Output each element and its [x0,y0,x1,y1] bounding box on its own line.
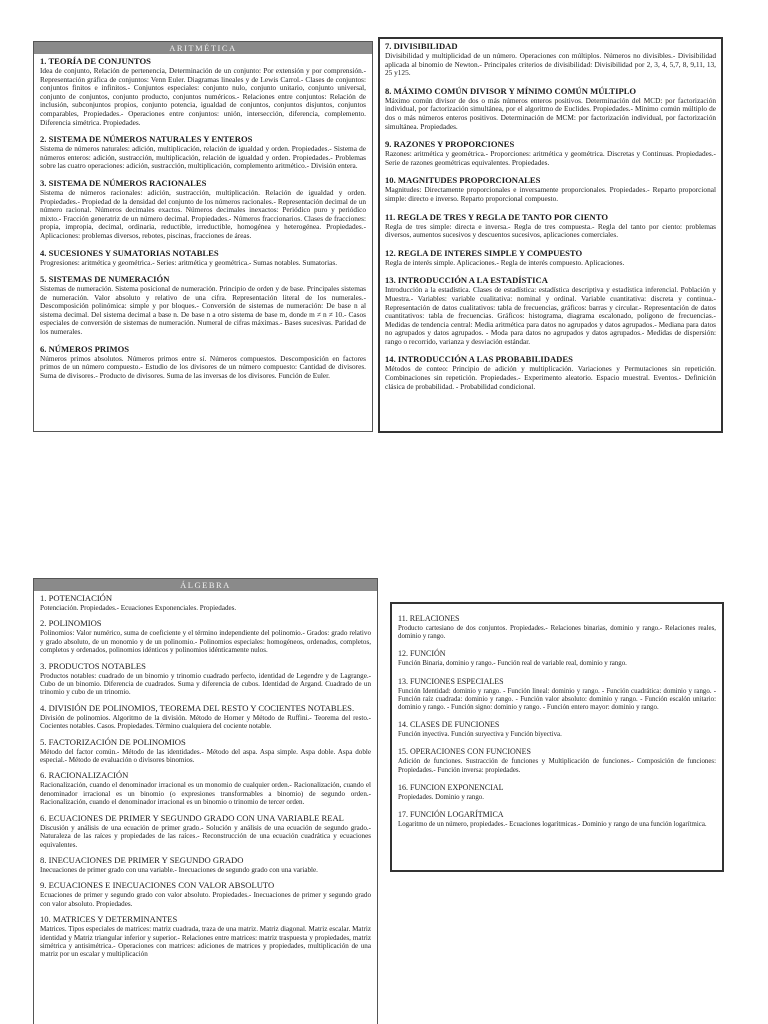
syllabus-section [40,56,366,127]
section-heading: 3. SISTEMA DE NÚMEROS RACIONALES [40,177,207,188]
section-text: Potenciación. Propiedades.- Ecuaciones Exponenciales. Propiedades. [40,604,237,612]
section-text: Métodos de conteo: Principio de adición y multiplicación. Variaciones y Permutaciones sin repetición. Combinaciones sin repetición. Propiedades.- Experimento aleatorio. Espacio muestral. Eventos.- Definición clásica de probabilidad. - Probabilidad condicional. [385,364,716,391]
section-heading: 10. MATRICES Y DETERMINANTES [40,914,178,925]
section-text: Divisibilidad y multiplicidad de un número. Operaciones con múltiplos. Números no divisibles.- Divisibilidad aplicada al binomio de Newton.- Principales criterios de divisibilidad: Divisibilidad por 2, 3, 4, 5,7, 8, 9,11, 13, 25 y125. [385,51,716,78]
section-heading: 6. RACIONALIZACIÓN [40,770,129,781]
syllabus-section [40,770,371,806]
section-heading: 17. FUNCIÓN LOGARÍTMICA [398,810,504,820]
section-heading: 11. REGLA DE TRES Y REGLA DE TANTO POR CIENTO [385,211,609,222]
syllabus-section [40,880,371,908]
section-heading: 3. PRODUCTOS NOTABLES [40,660,146,671]
section-heading: 7. DIVISIBILIDAD [385,41,458,51]
section-text: Sistema de números racionales: adición, sustracción, multiplicación. Relación de igualdad y orden. Propiedades.- Propiedad de la densidad del conjunto de los números racionales.- Representación decimal de un número racional. Números decimales exactos. Números decimales inexactos: Periódico puro y periódico mixto.- Fracción generatriz de un número decimal. Propiedades.- Números fraccionarios. Clases de fracciones: propia, impropia, decimal, ordinaria, reductible, irreductible, homogénea y heterogénea. Propiedades.- Aplicaciones: problemas diversos, rebotes, piscinas, fracciones de áreas. [40,187,366,240]
syllabus-section [40,703,371,731]
section-text: Ecuaciones de primer y segundo grado con valor absoluto. Propiedades.- Inecuaciones de primer y segundo grado con valor absoluto. Propiedades. [40,891,371,908]
syllabus-section [385,139,716,167]
section-heading: 13. INTRODUCCIÓN A LA ESTADÍSTICA [385,275,548,286]
section-heading: 12. FUNCIÓN [398,649,446,659]
section-text: Propiedades. Dominio y rango. [398,793,484,801]
algebra-left-panel [33,578,378,1024]
section-text: Progresiones: aritmética y geométrica.- Series: aritmética y geométrica.- Sumas notables. Sumatorias. [40,257,338,267]
syllabus-section [385,354,716,391]
algebra-right-list [392,604,722,829]
section-heading: 14. INTRODUCCIÓN A LAS PROBABILIDADES [385,354,573,365]
section-heading: 9. RAZONES Y PROPORCIONES [385,139,515,150]
section-heading: 5. SISTEMAS DE NUMERACIÓN [40,274,170,285]
section-heading: 10. MAGNITUDES PROPORCIONALES [385,175,541,186]
section-text: Sistemas de numeración. Sistema posicional de numeración. Principio de orden y de base. Principales sistemas de numeración. Valor absoluto y relativo de una cifra. Representación literal de los numerales.- Descomposición polinómica: simple y por bloques.- Conversión de sistemas de numeración: De base n al sistema decimal. Del sistema decimal a base n. De base n a otro sistema de base m, donde m ≠ n ≠ 10.- Casos especiales de conversión de sistemas de numeración. Numeral de cifras máximas.- Bases sucesivas. Paridad de los numerales. [40,284,366,337]
syllabus-section [40,737,371,765]
section-text: Regla de interés simple. Aplicaciones.- Regla de interés compuesto. Aplicaciones. [385,257,625,267]
syllabus-section [398,677,716,713]
section-text: Adición de funciones. Sustracción de funciones y Multiplicación de funciones.- Composición de funciones: Propiedades.- Función inversa: propiedades. [398,758,716,774]
section-heading: 6. ECUACIONES DE PRIMER Y SEGUNDO GRADO CON UNA VARIABLE REAL [40,812,344,823]
section-text: Magnitudes: Directamente proporcionales e inversamente proporcionales. Propiedades.- Reparto proporcional simple: directo e inverso. Reparto proporcional compuesto. [385,185,716,203]
section-text: Productos notables: cuadrado de un binomio y trinomio cuadrado perfecto, identidad de Legendre y de Lagrange.- Cubo de un binomio. Diferencia de cuadrados. Suma y diferencia de cubos. Identidad de Argand. Cuadrado de un trinomio y cubo de un trinomio. [40,671,371,697]
syllabus-section [40,178,366,241]
algebra-title-bar: ÁLGEBRA [34,579,377,591]
syllabus-section [398,720,716,739]
syllabus-section [40,134,366,171]
section-text: Función Binaria, dominio y rango.- Función real de variable real, dominio y rango. [398,660,627,668]
section-text: Polinomios: Valor numérico, suma de coeficiente y el término independiente del polinomio.- Grados: grado relativo y grado absoluto, de un monomio y de un polinomio.- Polinomios especiales: homogéneos, ordenados, completos, completos y ordenados, polinomios idénticos y polinomios idénticamente nulos. [40,629,371,655]
algebra-right-panel [390,602,724,872]
syllabus-section [385,248,716,268]
syllabus-section [40,855,371,874]
section-heading: 5. FACTORIZACIÓN DE POLINOMIOS [40,736,186,747]
section-text: Introducción a la estadística. Clases de estadística: estadística descriptiva y estadística inferencial. Población y Muestra.- Variables: variable cualitativa: nominal y ordinal. Variable cuantitativa: discreta y continua.- Representación de datos cualitativos: tabla de frecuencias, gráficos: barras y circular.- Representación de datos cuantitativos: tabla de frecuencias. Gráficos: histograma, diagrama escalonado, polígono de frecuencias.- Medidas de tendencia central: Media aritmética para datos no agrupados y datos agrupados.- Mediana para datos no agrupados y datos agrupados. - Moda para datos no agrupados y datos agrupados.- Medidas de dispersión: rango o recorrido, varianza y desviación estándar. [385,285,716,346]
syllabus-section [40,248,366,268]
section-text: Método del factor común.- Método de las identidades.- Método del aspa. Aspa simple. Aspa doble. Aspa doble especial.- Método de evaluación o divisores binomios. [40,747,371,765]
section-heading: 1. POTENCIACIÓN [40,593,113,603]
syllabus-section [385,175,716,203]
section-heading: 12. REGLA DE INTERES SIMPLE Y COMPUESTO [385,247,583,258]
syllabus-section [40,618,371,654]
section-heading: 11. RELACIONES [398,614,460,623]
section-heading: 2. POLINOMIOS [40,618,102,629]
section-text: Producto cartesiano de dos conjuntos. Propiedades.- Relaciones binarias, dominio y rango.- Relaciones reales, dominio y rango. [398,625,716,641]
section-text: Función inyectiva. Función suryectiva y Función biyectiva. [398,731,562,739]
syllabus-section [398,747,716,774]
syllabus-section [385,86,716,131]
section-heading: 2. SISTEMA DE NÚMEROS NATURALES Y ENTEROS [40,134,253,145]
syllabus-section [385,275,716,346]
syllabus-section [40,274,366,337]
syllabus-section [398,810,716,829]
section-text: Sistema de números naturales: adición, multiplicación, relación de igualdad y orden. Propiedades.- Sistema de números enteros: adición, sustracción, multiplicación, relación de igualdad y orden. Propiedades.- Problemas sobre las cuatro operaciones: adición, sustracción, multiplicación, complemento aritmético.- División entera. [40,144,366,171]
syllabus-section [398,614,716,641]
section-text: Razones: aritmética y geométrica.- Proporciones: aritmética y geométrica. Discretas y Continuas. Propiedades.- Serie de razones geométricas equivalentes. Propiedades. [385,149,716,167]
section-text: Números primos absolutos. Números primos entre sí. Números compuestos. Descomposición en factores primos de un número compuesto.- Estudio de los divisores de un número compuesto: Cantidad de divisores. Suma de divisores.- Producto de divisores. Suma de las inversas de los divisores. Función de Euler. [40,353,366,380]
section-text: Idea de conjunto, Relación de pertenencia, Determinación de un conjunto: Por extensión y por comprensión.- Representación gráfica de conjuntos: Venn Euler. Diagramas lineales y de Lewis Carrol.- Clases de conjuntos: conjuntos finitos e infinitos.- Conjuntos especiales: conjunto nulo, conjunto unitario, conjunto universal, conjunto de conjuntos, conjunto producto, conjuntos numéricos.- Relaciones entre conjuntos: Relación de inclusión, subconjuntos propios, conjunto potencia, igualdad de conjuntos, conjuntos disjuntos, conjuntos comparables, Propiedades.- Operaciones entre conjuntos: unión, intersección, diferencia, complemento. Diferencia simétrica. Propiedades. [40,66,366,127]
section-heading: 16. FUNCION EXPONENCIAL [398,782,504,792]
section-heading: 8. MÁXIMO COMÚN DIVISOR Y MÍNIMO COMÚN MÚLTIPLO [385,85,637,96]
syllabus-section [398,649,716,668]
arithmetic-left-panel [33,41,373,432]
section-heading: 13. FUNCIONES ESPECIALES [398,676,504,686]
section-text: División de polinomios. Algoritmo de la división. Método de Horner y Método de Ruffini.- Teorema del resto.- Cocientes notables. Casos. Propiedades. Término cualquiera del cociente notable. [40,713,371,731]
section-text: Matrices. Tipos especiales de matrices: matriz cuadrada, traza de una matriz. Matriz diagonal. Matriz escalar. Matriz identidad y Matriz triangular inferior y superior.- Relaciones entre matrices: matriz traspuesta y propiedades, matriz simétrica y antisimétrica.- Operaciones con matrices: adiciones de matrices y propiedades, multiplicación de una matriz por un escalar y multiplicación [40,925,371,959]
section-heading: 6. NÚMEROS PRIMOS [40,343,130,354]
arithmetic-right-panel [378,37,723,433]
syllabus-section [385,212,716,240]
section-heading: 8. INECUACIONES DE PRIMER Y SEGUNDO GRADO [40,854,244,865]
section-text: Máximo común divisor de dos o más números enteros positivos. Determinación del MCD: por factorización individual, por factorización simultánea, por el algoritmo de Euclides. Propiedades.- Mínimo común múltiplo de dos o más números enteros positivos. Determinación de MCM: por factorización individual, por factorización simultánea. Propiedades. [385,95,716,131]
section-text: Regla de tres simple: directa e inversa.- Regla de tres compuesta.- Regla del tanto por ciento: problemas diversos, aumentos sucesivos y descuentos sucesivos, aplicaciones comerciales. [385,221,716,240]
syllabus-section [398,783,716,802]
arithmetic-left-list [34,54,372,380]
section-text: Función Identidad: dominio y rango. - Función lineal: dominio y rango. - Función cuadrática: dominio y rango. - Función raíz cuadrada: dominio y rango. - Función valor absoluto: dominio y rango. - Función escalón unitario: dominio y rango. - Función signo: dominio y rango. - Función entero mayor: dominio y rango. [398,687,716,712]
algebra-left-list [34,591,377,959]
syllabus-section [40,661,371,697]
section-heading: 1. TEORÍA DE CONJUNTOS [40,56,151,66]
syllabus-section [40,593,371,612]
section-text: Discusión y análisis de una ecuación de primer grado.- Solución y análisis de una ecuación de segundo grado.- Naturaleza de las raíces y propiedades de las raíces.- Reconstrucción de una ecuación cuadrática y ecuaciones equivalentes. [40,823,371,849]
section-text: Logaritmo de un número, propiedades.- Ecuaciones logarítmicas.- Dominio y rango de una función logarítmica. [398,821,707,829]
section-heading: 4. DIVISIÓN DE POLINOMIOS, TEOREMA DEL RESTO Y COCIENTES NOTABLES. [40,702,355,713]
section-text: Inecuaciones de primer grado con una variable.- Inecuaciones de segundo grado con una variable. [40,865,318,874]
syllabus-section [40,914,371,959]
section-heading: 4. SUCESIONES Y SUMATORIAS NOTABLES [40,247,219,258]
arithmetic-right-list [380,39,721,391]
section-heading: 14. CLASES DE FUNCIONES [398,720,500,730]
syllabus-section [40,344,366,381]
section-heading: 9. ECUACIONES E INECUACIONES CON VALOR ABSOLUTO [40,880,275,891]
section-heading: 15. OPERACIONES CON FUNCIONES [398,747,531,757]
section-text: Racionalización, cuando el denominador irracional es un monomio de cualquier orden.- Racionalización, cuando el denominador irracional es un binomio (o expresiones transformables a binomio) de segundo orden.- Racionalización, cuando el denominador irracional es un binomio o trinomio de tercer orden. [40,781,371,807]
syllabus-section [40,813,371,849]
syllabus-section [385,41,716,78]
arithmetic-title-bar: ARITMÉTICA [34,42,372,54]
